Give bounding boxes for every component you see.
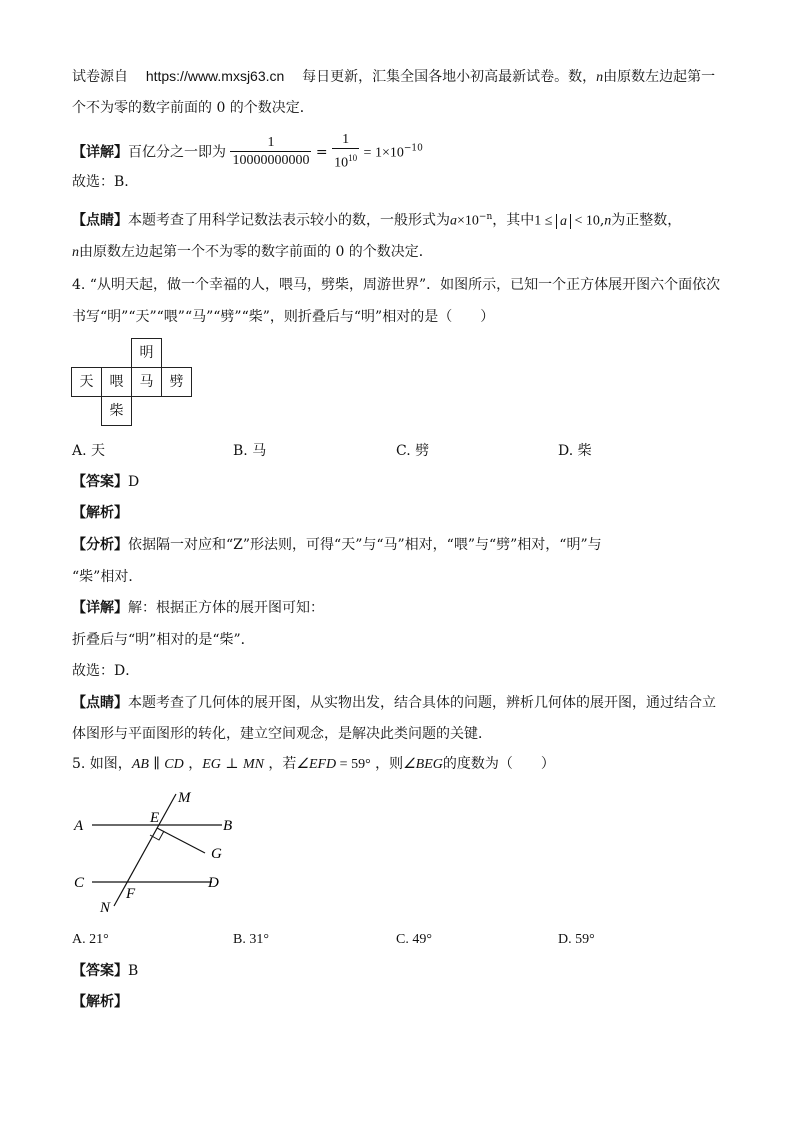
label-m: M [178, 790, 191, 806]
q3-comment: 【点睛】本题考查了用科学记数法表示较小的数，一般形式为$a\times 10^{-n}$，其中1 ≤ a < 10,n为正整数， [72, 212, 682, 229]
q3-detail: 【详解】百亿分之一即为 $\frac{1}{10000000000}$ = $\frac{1}{10^{10}}$ = $1\times 10^{-10}$ [72, 132, 423, 171]
q4-detail: 【详解】解：根据正方体的展开图可知： [72, 600, 324, 616]
q4-option-b: B. 马 [233, 443, 267, 459]
q4-option-c: C. 劈 [396, 443, 430, 459]
line-mn [114, 794, 176, 906]
q4-fenxi: 【分析】依据隔一对应和“Z”形法则，可得“天”与“马”相对，“喂”与“劈”相对，“明”与 [72, 537, 602, 553]
q4-option-d: D. 柴 [558, 443, 592, 459]
q4-comment: 【点睛】本题考查了几何体的展开图，从实物出发，结合具体的问题，辨析几何体的展开图，通过结合立 [72, 695, 716, 711]
slogan: 每日更新，汇集全国各地小初高最新试卷。 [302, 69, 569, 85]
header-line: 试卷源自 https://www.mxsj63.cn 每日更新，汇集全国各地小初高最新试卷。数，n由原数左边起第一 [72, 68, 716, 85]
label-n: N [100, 900, 111, 916]
q4-choose: 故选：D． [72, 663, 140, 679]
q4-comment-2: 体图形与平面图形的转化，建立空间观念，是解决此类问题的关键． [72, 726, 492, 742]
q5-option-b: B. 31° [233, 932, 269, 947]
q4-answer: 【答案】D [72, 474, 140, 490]
label-g: G [211, 846, 222, 862]
source-url[interactable]: https://www.mxsj63.cn [145, 68, 285, 84]
ray-eg [157, 828, 205, 853]
net-cell-pi: 劈 [161, 367, 192, 397]
q5-figure [72, 790, 242, 920]
q5-option-c: C. 49° [396, 932, 432, 947]
q5-stem: 5. 如图，AB ∥ CD ，EG ⊥ MN ，若∠EFD = 59° ，则∠BEG的度数为（ ） [72, 756, 555, 772]
q5-option-d: D. 59° [558, 932, 595, 947]
q4-analysis-tag: 【解析】 [72, 505, 128, 521]
net-cell-wei: 喂 [101, 367, 132, 397]
fraction-2: $\frac{1}{10^{10}}$ [334, 132, 358, 171]
q4-stem-2: 书写“明”“天”“喂”“马”“劈”“柴”，则折叠后与“明”相对的是（ ） [72, 309, 495, 325]
net-cell-ma: 马 [131, 367, 162, 397]
label-f: F [126, 886, 136, 902]
label-b: B [223, 818, 233, 834]
fraction-1: $\frac{1}{10000000000}$ [232, 134, 310, 168]
header-line-2: 个不为零的数字前面的 0 的个数决定． [72, 100, 314, 116]
label-d: D [208, 875, 219, 891]
q3-choose: 故选：B. [72, 174, 129, 190]
net-cell-tian: 天 [71, 367, 102, 397]
comment-tag: 【点睛】 [72, 212, 128, 229]
label-a: A [74, 818, 84, 834]
label-e: E [150, 810, 160, 826]
net-cell-chai: 柴 [101, 396, 132, 426]
q4-fenxi-2: “柴”相对． [72, 569, 143, 585]
detail-tag: 【详解】 [72, 144, 128, 161]
q5-analysis-tag: 【解析】 [72, 994, 128, 1010]
q4-stem-1: 4. “从明天起，做一个幸福的人，喂马，劈柴，周游世界”．如图所示，已知一个正方体展开图六个面依次 [72, 277, 721, 293]
label-c: C [74, 875, 85, 891]
q4-option-a: A. 天 [72, 443, 106, 459]
q3-comment-line2: n由原数左边起第一个不为零的数字前面的 0 的个数决定． [72, 244, 433, 260]
net-cell-ming: 明 [131, 338, 162, 368]
right-angle-mark [150, 831, 164, 840]
source-label: 试卷源自 [72, 69, 128, 85]
cube-net [71, 338, 197, 428]
q5-answer: 【答案】B [72, 963, 139, 979]
q4-detail-2: 折叠后与“明”相对的是“柴”． [72, 632, 255, 648]
q5-option-a: A. 21° [72, 932, 109, 947]
